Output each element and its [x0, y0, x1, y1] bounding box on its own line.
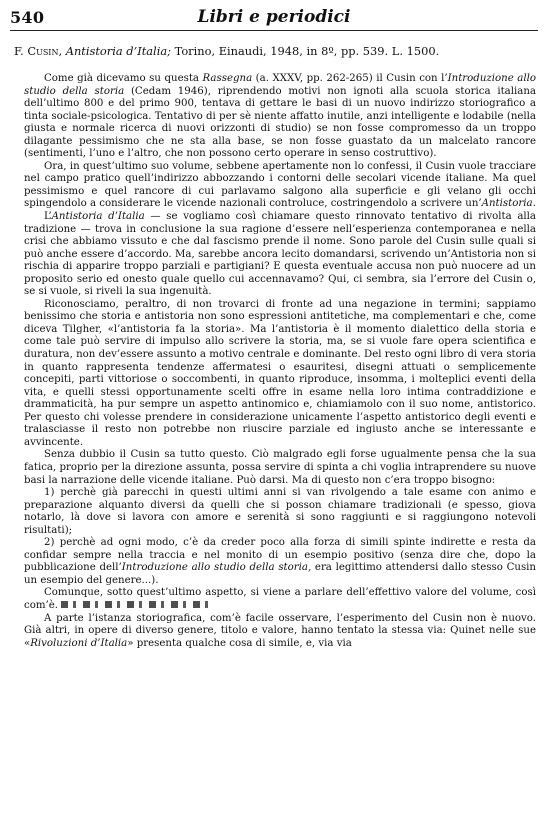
paragraph-1-text-c: (Cedam 1946), riprendendo motivi non ignoti alla scuola storica italiana dell’ultimo 800 e del primo 900, tentava di gettare le basi di un nuovo indirizzo storiografico a tinta sociale-psicologica. Tentativo di per sè niente affatto inutile, anzi intelligente e lodabile (nella giusta e normale ricerca di nuovi orizzonti di studio) se non fosse compromesso da un troppo dilagante pessimismo che ne sta alla base, se non fosse guastato da un malcelato rancore (sentimenti, l’uno e l’altro, che non possono certo operare in senso costruttivo).: [24, 85, 536, 160]
citation-details: Torino, Einaudi, 1948, in 8º, pp. 539. L. 1500.: [174, 44, 440, 58]
paragraph-3-text: L’: [44, 211, 52, 223]
journal-title: Rassegna: [202, 73, 253, 84]
paragraph-1-text-b: (a. XXXV, pp. 262-265) il Cusin con l’: [252, 73, 448, 84]
list-item-2-text-b: era legittimo attendersi dallo stesso Cusin un esempio del genere...).: [24, 562, 536, 586]
book-title-antistoria-italia: Antistoria d’Italia: [51, 211, 145, 223]
paragraph-closing: [24, 587, 536, 612]
paragraph-5: [24, 449, 536, 487]
review-body: [24, 73, 536, 650]
citation-author: F. Cusin,: [14, 44, 63, 58]
paragraph-3-text-b: — se vogliamo così chiamare questo rinnovato tentativo di rivolta alla tradizione — trova in conclusione la sua ragione d’essere nell’esperienza contemporanea e nella crisi che abbiamo vissuto e che dal fascismo prende il nome. Sono parole del Cusin sulle quali si può anche essere d’accordo. Ma, sarebbe ancora lecito domandarsi, scrivendo un’Antistoria non si rischia di apparire troppo parziali e partigiani? E questa eventuale accusa non può nuocere ad un proposito serio ed onesto quale quello cui accennavamo? Qui, ci sembra, sia l’errore del Cusin o, se si vuole, si riveli la sua ingenuità.: [24, 211, 536, 298]
list-item-2-text: 2) perchè ad ogni modo, c’è da creder poco alla forza di simili spinte indirette e resta da confidar sempre nella traccia e nel monito di un esempio positivo (senza dire che, dopo la pubblicazione dell’: [24, 537, 536, 574]
paragraph-final: [24, 613, 536, 651]
book-title-rivoluzioni: Rivoluzioni d’Italia: [30, 637, 128, 649]
book-title-introduzione-2: Introduzione allo studio della storia,: [121, 562, 312, 574]
page-number: 540: [10, 8, 45, 27]
paragraph-4-text: Riconosciamo, peraltro, di non trovarci di fronte ad una negazione in termini; sappiamo benissimo che storia e antistoria non sono espressioni antitetiche, ma complementari e che, come diceva Tilgher, «l’antistoria fa la storia». Ma l’antistoria è il momento dialettico della storia e come tale può servire di impulso allo scrivere la storia, ma, se si vuole fare opera scientifica e duratura, non dev’essere assunto a motivo centrale e dominante. Del resto ogni libro di vera storia in quanto rappresenta tendenze affermatesi o esauritesi, disegni attuati o semplicemente concepiti, parti vittoriose o soccombenti, in quanto riproduce, insomma, i molteplici eventi della vita, e quelli stessi opportunamente scelti offre in esame nella loro intima contraddizione e drammaticità, ha pur sempre un aspetto antinomico e, chiamiamolo con il suo nome, antistorico. Per questo chi volesse prendere in considerazione unicamente l’aspetto antistorico degli eventi e tralasciasse il resto non potrebbe non riuscire parziale ed ingiusto anche se interessante e avvincente.: [24, 298, 536, 448]
book-citation: [14, 44, 538, 58]
running-head: Libri e periodici: [197, 7, 351, 27]
list-item-1: [24, 487, 536, 537]
page-header: [10, 6, 538, 31]
ink-smudge: [61, 601, 211, 608]
list-item-2: [24, 537, 536, 587]
list-item-1-text: 1) perchè già parecchi in questi ultimi anni si van rivolgendo a tale esame con animo e preparazione alquanto diversi da quelli che si posson chiamare tradizionali (e spesso, giova notarlo, là dove si lavora con amore e serenità si sono raggiunti e si raggiungono notevoli risultati);: [24, 487, 536, 536]
paragraph-5-text: Senza dubbio il Cusin sa tutto questo. Ciò malgrado egli forse ugualmente pensa che la sua fatica, proprio per la direzione assunta, possa servire di spinta a chi voglia intraprendere su nuove basi la narrazione delle vicende italiane. Può darsi. Ma di questo non c’era troppo bisogno:: [24, 449, 536, 486]
citation-title: Antistoria d’Italia;: [65, 44, 171, 58]
final-text: A parte l’istanza storiografica, com’è facile osservare, l’esperimento del Cusin non è nuovo. Già altri, in opere di diverso genere, titolo e valore, hanno tentato la stessa via: Quinet nelle sue «: [24, 612, 536, 649]
book-title-introduzione: Introduzione allo studio della storia: [24, 73, 536, 97]
paragraph-2: [24, 161, 536, 211]
paragraph-4: [24, 299, 536, 450]
paragraph-2-text: Ora, in quest’ultimo suo volume, sebbene apertamente non lo confessi, il Cusin vuole tracciare nel campo pratico quell’indirizzo abbozzando i contorni delle secolari vicende italiane. Ma quel pessimismo e quel rancore di cui parlavamo salgono alla superficie e gli velano gli occhi spingendolo a considerare le vicende nazionali controluce, costringendolo a scrivere un’: [24, 160, 536, 210]
paragraph-1-text: Come già dicevamo su questa: [44, 73, 203, 84]
book-title-antistoria: Antistoria.: [481, 198, 536, 210]
final-text-b: » presenta qualche cosa di simile, e, via via: [127, 637, 352, 649]
closing-text: Comunque, sotto quest’ultimo aspetto, si viene a parlare dell’effettivo valore del volume, così com’è.: [24, 587, 536, 611]
paragraph-1: [24, 73, 536, 161]
paragraph-3: [24, 211, 536, 299]
